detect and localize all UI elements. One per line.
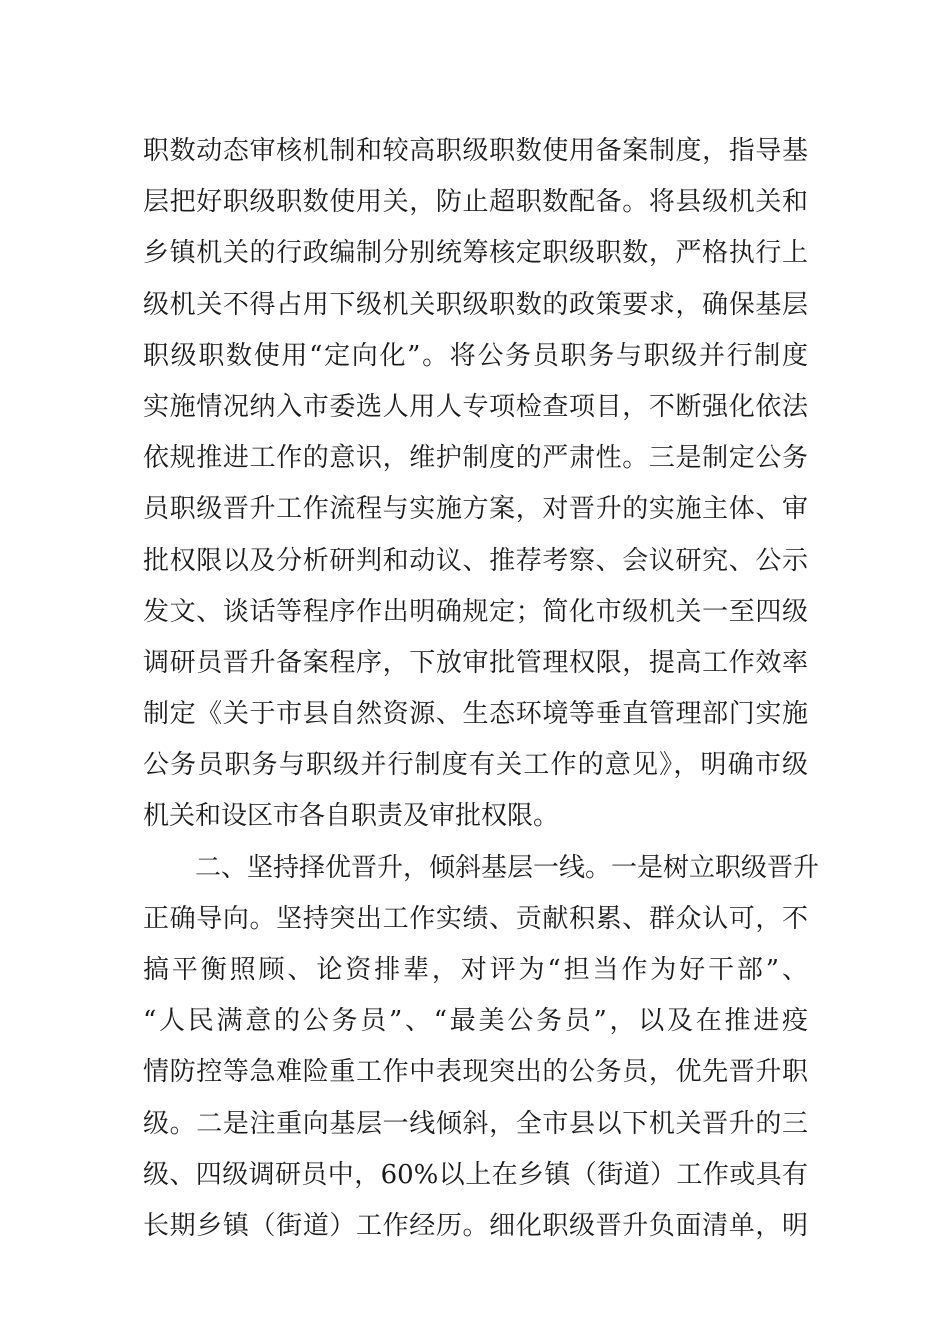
text-line: 搞平衡照顾、论资排辈，对评为“担当作为好干部”、 (143, 955, 808, 985)
text-line: “人民满意的公务员”、“最美公务员”，以及在推进疫 (143, 1006, 808, 1037)
text-line: 长期乡镇（街道）工作经历。细化职级晋升负面清单，明 (143, 1210, 808, 1241)
text-line: 级机关不得占用下级机关职级职数的政策要求，确保基层 (143, 289, 808, 320)
text-line: 层把好职级职数使用关，防止超职数配备。将县级机关和 (143, 187, 808, 218)
text-line: 二、坚持择优晋升，倾斜基层一线。一是树立职级晋升 (195, 852, 820, 883)
text-line: 情防控等急难险重工作中表现突出的公务员，优先晋升职 (143, 1057, 808, 1088)
text-line: 实施情况纳入市委选人用人专项检查项目，不断强化依法 (143, 391, 808, 422)
text-line: 依规推进工作的意识，维护制度的严肃性。三是制定公务 (143, 443, 808, 474)
text-line: 批权限以及分析研判和动议、推荐考察、会议研究、公示 (143, 545, 808, 576)
text-line: 乡镇机关的行政编制分别统筹核定职级职数，严格执行上 (143, 238, 808, 269)
text-line: 机关和设区市各自职责及审批权限。 (143, 801, 560, 832)
paragraph-1 (143, 126, 808, 843)
text-line: 正确导向。坚持突出工作实绩、贡献积累、群众认可，不 (143, 903, 808, 934)
text-line: 员职级晋升工作流程与实施方案，对晋升的实施主体、审 (143, 494, 808, 525)
text-line: 职级职数使用“定向化”。将公务员职务与职级并行制度 (143, 340, 808, 371)
text-line: 调研员晋升备案程序，下放审批管理权限，提高工作效率 (143, 647, 808, 678)
text-line: 级、四级调研员中，60%以上在乡镇（街道）工作或具有 (143, 1159, 808, 1190)
text-line: 级。二是注重向基层一线倾斜，全市县以下机关晋升的三 (143, 1108, 808, 1139)
text-line: 职数动态审核机制和较高职级职数使用备案制度，指导基 (143, 136, 808, 166)
document-body (143, 126, 820, 1252)
paragraph-2 (143, 843, 820, 1253)
text-line: 制定《关于市县自然资源、生态环境等垂直管理部门实施 (143, 699, 808, 730)
text-line: 发文、谈话等程序作出明确规定；简化市级机关一至四级 (143, 596, 808, 627)
text-line: 公务员职务与职级并行制度有关工作的意见》，明确市级 (143, 750, 808, 781)
